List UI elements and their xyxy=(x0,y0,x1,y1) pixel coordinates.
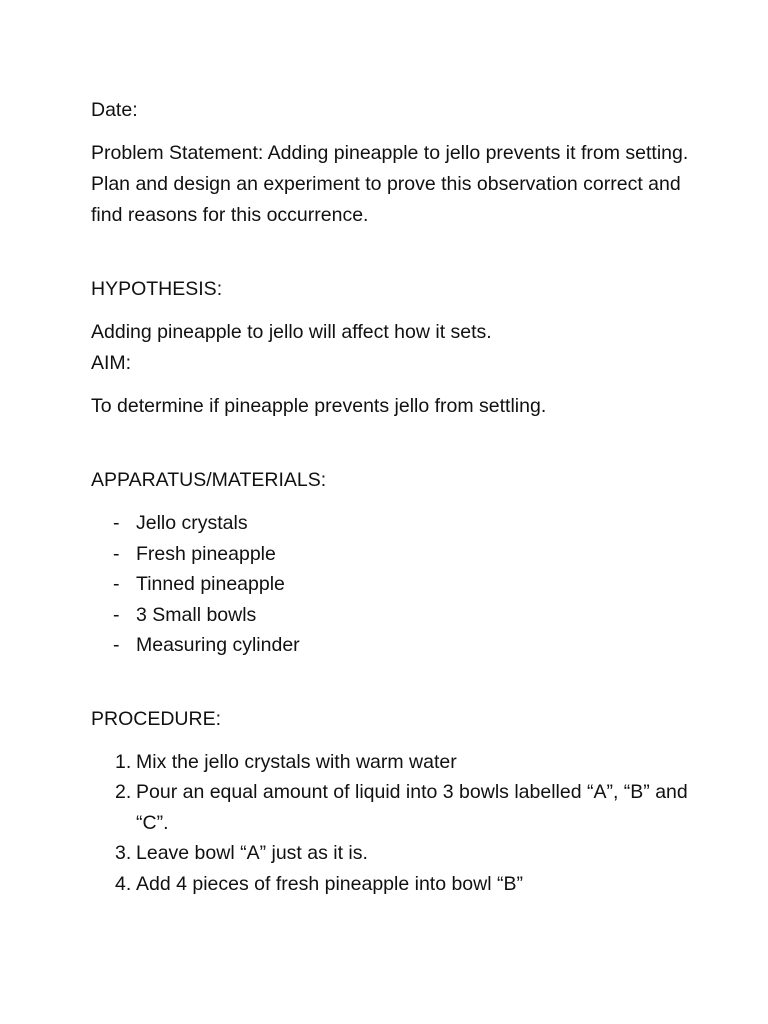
step-text: Pour an equal amount of liquid into 3 bowls labelled “A”, “B” and “C”. xyxy=(136,781,688,834)
aim-heading: AIM: xyxy=(91,352,132,374)
list-item-text: Fresh pineapple xyxy=(136,542,276,565)
step-number: 4. xyxy=(115,872,132,895)
procedure-step xyxy=(91,869,691,900)
procedure-step xyxy=(91,777,691,838)
apparatus-list xyxy=(91,508,691,661)
list-item xyxy=(91,630,691,661)
procedure-step xyxy=(91,747,691,778)
dash-marker: - xyxy=(113,603,120,626)
date-label: Date: xyxy=(91,99,138,121)
dash-marker: - xyxy=(113,542,120,565)
step-text: Mix the jello crystals with warm water xyxy=(136,750,457,773)
dash-marker: - xyxy=(113,634,120,656)
list-item-text: Jello crystals xyxy=(136,512,248,534)
aim-text: To determine if pineapple prevents jello from settling. xyxy=(91,395,547,417)
list-item xyxy=(91,508,691,539)
procedure-list xyxy=(91,747,691,900)
dash-marker: - xyxy=(113,573,120,595)
list-item xyxy=(91,569,691,600)
list-item-text: Measuring cylinder xyxy=(136,634,300,656)
hypothesis-text: Adding pineapple to jello will affect how it sets. xyxy=(91,321,492,343)
procedure-heading: PROCEDURE: xyxy=(91,707,222,730)
list-item-text: 3 Small bowls xyxy=(136,603,257,626)
step-text: Leave bowl “A” just as it is. xyxy=(136,842,368,864)
dash-marker: - xyxy=(113,512,120,534)
step-number: 3. xyxy=(115,842,132,864)
step-number: 2. xyxy=(115,781,132,803)
list-item xyxy=(91,539,691,570)
hypothesis-heading: HYPOTHESIS: xyxy=(91,278,223,300)
step-text: Add 4 pieces of fresh pineapple into bowl “B” xyxy=(136,872,523,895)
list-item-text: Tinned pineapple xyxy=(136,573,285,595)
list-item xyxy=(91,600,691,631)
document-body xyxy=(91,95,691,899)
apparatus-heading: APPARATUS/MATERIALS: xyxy=(91,469,327,491)
problem-statement: Problem Statement: Adding pineapple to jello prevents it from setting. Plan and design an experiment to prove this observation correct and find reasons for this occurrence. xyxy=(91,142,689,226)
procedure-step xyxy=(91,838,691,869)
step-number: 1. xyxy=(115,750,132,773)
